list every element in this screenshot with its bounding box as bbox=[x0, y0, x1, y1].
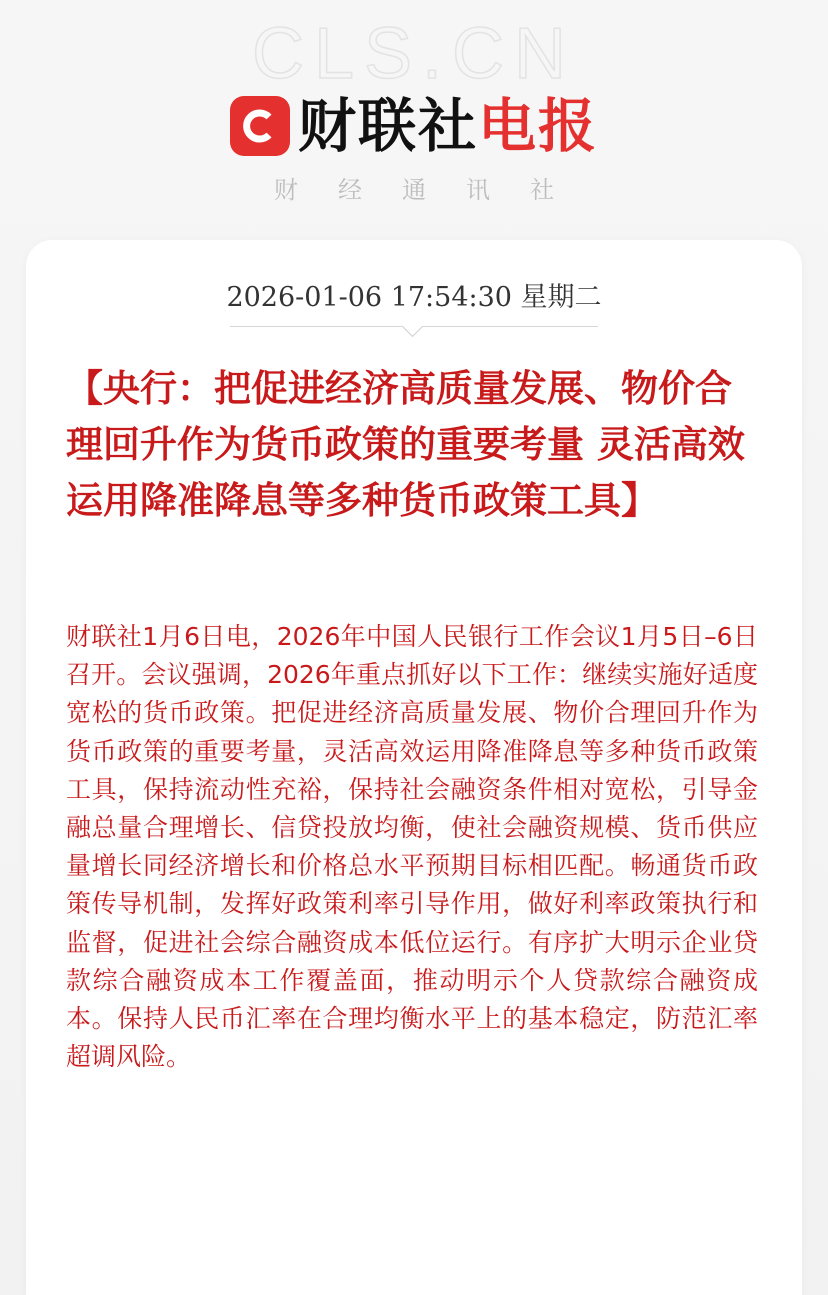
cls-logo-icon bbox=[230, 96, 290, 156]
brand-name-accent: 电报 bbox=[478, 92, 599, 160]
brand-subtitle: 财经通讯社 bbox=[274, 176, 594, 204]
article-body: 财联社1月6日电，2026年中国人民银行工作会议1月5日–6日召开。会议强调，2026年重点抓好以下工作：继续实施好适度宽松的货币政策。把促进经济高质量发展、物价合理回升作为货币政策的重要考量，灵活高效运用降准降息等多种货币政策工具，保持流动性充裕，保持社会融资条件相对宽松，引导金融总量合理增长、信贷投放均衡，使社会融资规模、货币供应量增长同经济增长和价格总水平预期目标相匹配。畅通货币政策传导机制，发挥好政策利率引导作用，做好利率政策执行和监督，促进社会综合融资成本低位运行。有序扩大明示企业贷款综合融资成本工作覆盖面，推动明示个人贷款综合融资成本。保持人民币汇率在合理均衡水平上的基本稳定，防范汇率超调风险。 bbox=[66, 622, 758, 1072]
watermark-text: CLS.CN bbox=[251, 14, 577, 94]
article-headline: 【央行：把促进经济高质量发展、物价合理回升作为货币政策的重要考量 灵活高效运用降准降息等多种货币政策工具】 bbox=[66, 366, 745, 522]
article-datetime: 2026-01-06 17:54:30 星期二 bbox=[226, 282, 602, 313]
cls-logo-c-icon bbox=[240, 106, 280, 146]
brand-name-primary: 财联社 bbox=[297, 92, 478, 160]
brand-header bbox=[0, 92, 828, 160]
